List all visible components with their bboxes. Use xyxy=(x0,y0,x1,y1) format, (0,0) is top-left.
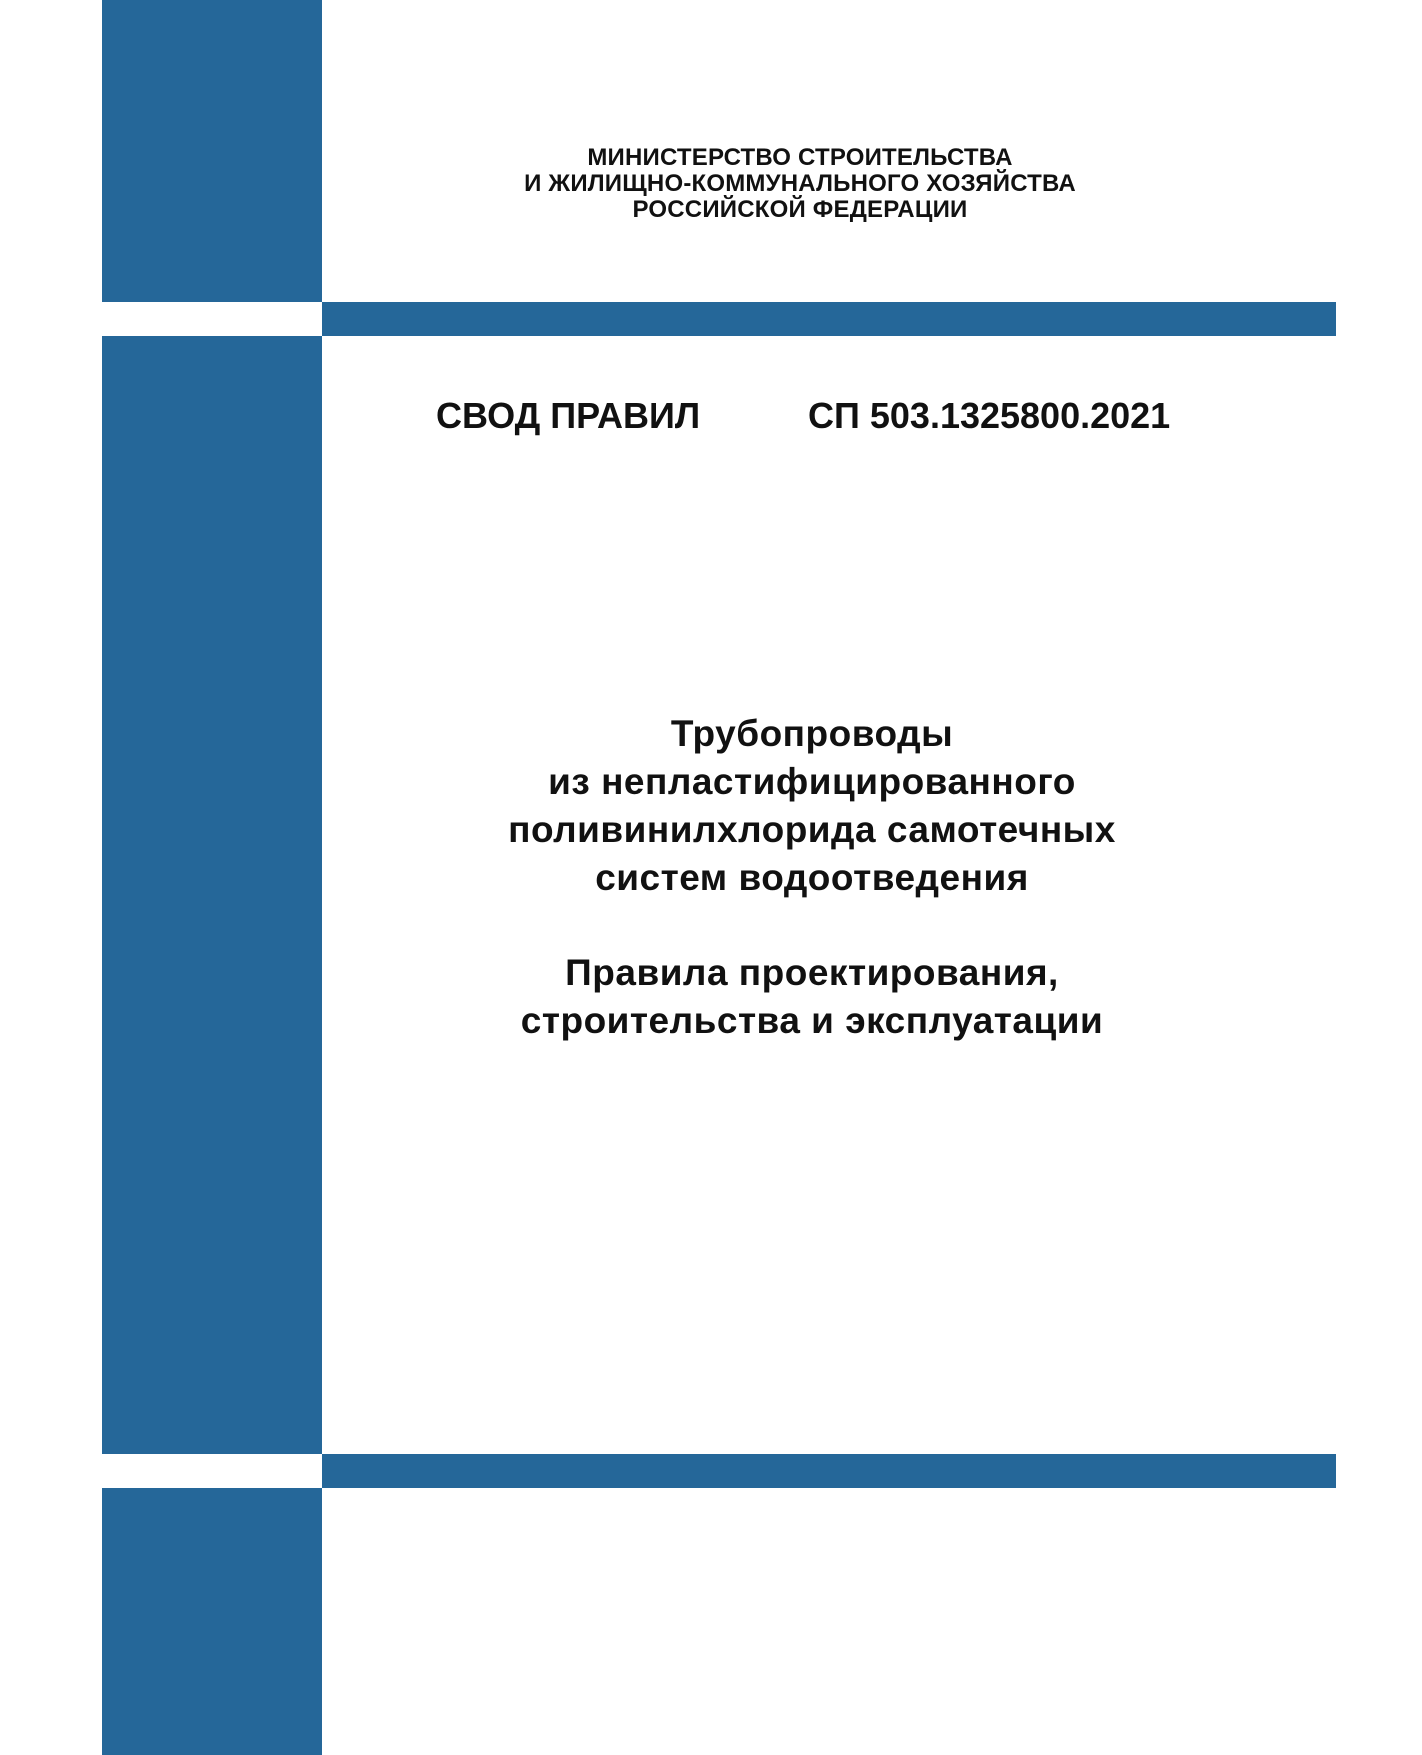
left-bar-top xyxy=(102,0,322,302)
ministry-heading xyxy=(440,145,1160,223)
document-subtitle xyxy=(412,949,1212,1045)
title-line: систем водоотведения xyxy=(595,857,1029,898)
document-number: СП 503.1325800.2021 xyxy=(808,395,1171,436)
document-title xyxy=(412,710,1212,902)
subtitle-line: Правила проектирования, xyxy=(565,952,1059,993)
document-type: СВОД ПРАВИЛ xyxy=(436,395,701,436)
title-line: поливинилхлорида самотечных xyxy=(508,809,1116,850)
title-line: из непластифицированного xyxy=(548,761,1076,802)
ministry-line: И ЖИЛИЩНО-КОММУНАЛЬНОГО ХОЗЯЙСТВА xyxy=(524,170,1076,197)
document-code-row xyxy=(436,394,1236,438)
horizontal-stripe-top xyxy=(322,302,1336,336)
left-bar-bottom xyxy=(102,1488,322,1755)
ministry-line: МИНИСТЕРСТВО СТРОИТЕЛЬСТВА xyxy=(587,144,1013,171)
title-line: Трубопроводы xyxy=(670,713,954,754)
subtitle-line: строительства и эксплуатации xyxy=(520,1000,1104,1041)
horizontal-stripe-bottom xyxy=(322,1454,1336,1488)
ministry-line: РОССИЙСКОЙ ФЕДЕРАЦИИ xyxy=(632,196,968,223)
left-bar-middle xyxy=(102,336,322,1454)
